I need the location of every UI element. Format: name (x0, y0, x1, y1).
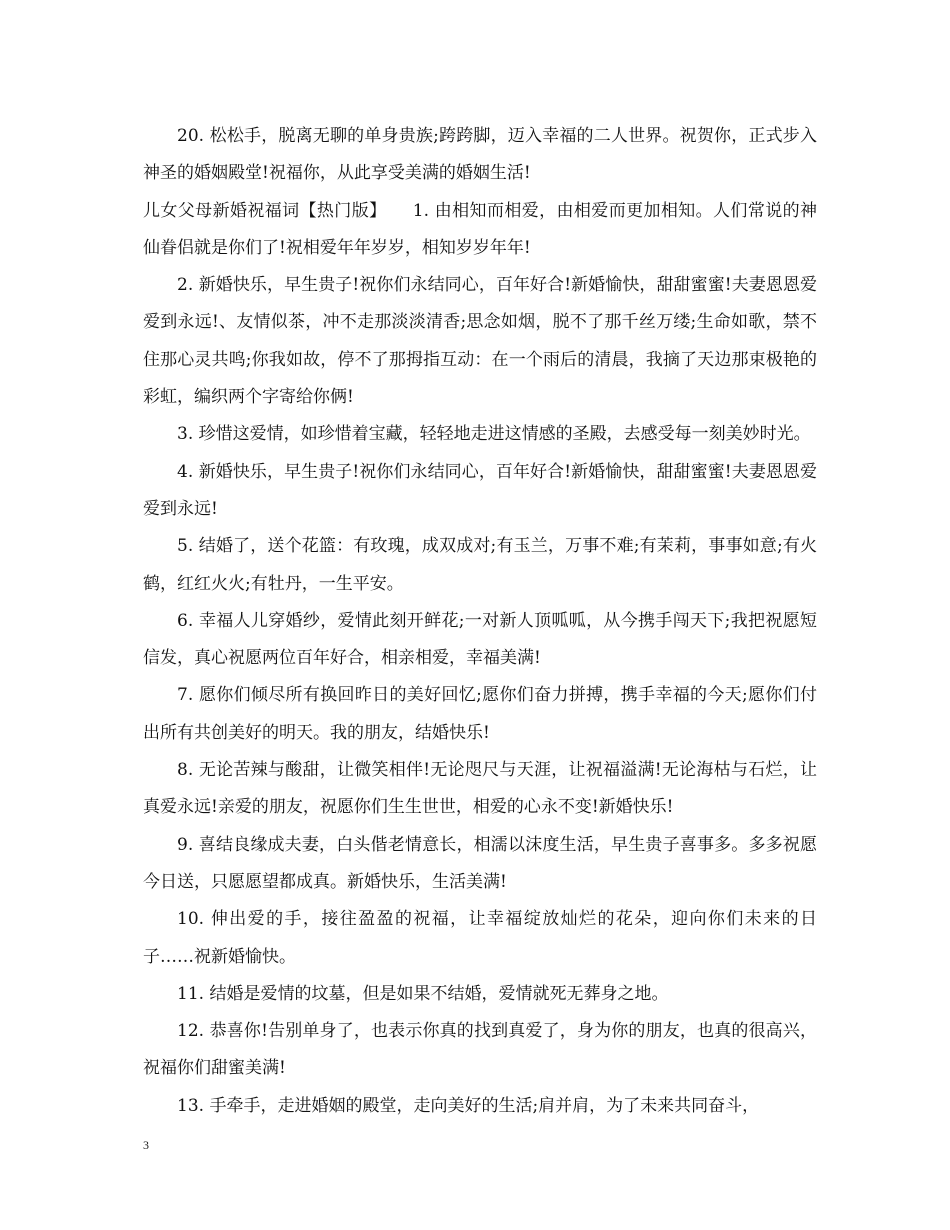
paragraph-10: 10. 伸出爱的手，接往盈盈的祝福，让幸福绽放灿烂的花朵，迎向你们未来的日子……祝新婚愉快。 (143, 909, 817, 967)
paragraph-9: 9. 喜结良缘成夫妻，白头偕老情意长，相濡以沫度生活，早生贵子喜事多。多多祝愿今日送，只愿愿望都成真。新婚快乐，生活美满! (143, 834, 817, 892)
paragraph-3: 3. 珍惜这爱情，如珍惜着宝藏，轻轻地走进这情感的圣殿，去感受每一刻美妙时光。 (177, 424, 811, 445)
page-number: 3 (143, 1138, 149, 1152)
paragraph-5: 5. 结婚了，送个花篮：有玫瑰，成双成对;有玉兰，万事不难;有茉莉，事事如意;有火鹤，红红火火;有牡丹，一生平安。 (143, 536, 817, 594)
paragraph-6: 6. 幸福人儿穿婚纱，爱情此刻开鲜花;一对新人顶呱呱，从今携手闯天下;我把祝愿短信发，真心祝愿两位百年好合，相亲相爱，幸福美满! (143, 610, 817, 669)
paragraph-13: 13. 手牵手，走进婚姻的殿堂，走向美好的生活;肩并肩，为了未来共同奋斗， (177, 1095, 760, 1116)
paragraph-2: 2. 新婚快乐，早生贵子!祝你们永结同心，百年好合!新婚愉快，甜甜蜜蜜!夫妻恩恩爱爱到永远!、友情似茶，冲不走那淡淡清香;思念如烟，脱不了那千丝万缕;生命如歌，禁不住那心灵共鸣;你我如故，停不了那拇指互动：在一个雨后的清晨，我摘了天边那束极艳的彩虹，编织两个字寄给你俩! (143, 275, 817, 408)
body-text (143, 118, 817, 1125)
paragraph-11: 11. 结婚是爱情的坟墓，但是如果不结婚，爱情就死无葬身之地。 (177, 983, 669, 1004)
paragraph-12: 12. 恭喜你!告别单身了，也表示你真的找到真爱了，身为你的朋友，也真的很高兴，祝福你们甜蜜美满! (143, 1021, 817, 1079)
paragraph-20: 20. 松松手，脱离无聊的单身贵族;跨跨脚，迈入幸福的二人世界。祝贺你，正式步入神圣的婚姻殿堂!祝福你，从此享受美满的婚姻生活! (143, 126, 817, 184)
paragraph-7: 7. 愿你们倾尽所有换回昨日的美好回忆;愿你们奋力拼搏，携手幸福的今天;愿你们付出所有共创美好的明天。我的朋友，结婚快乐! (143, 685, 817, 743)
section-heading-paragraph: 儿女父母新婚祝福词【热门版】 1. 由相知而相爱，由相爱而更加相知。人们常说的神仙眷侣就是你们了!祝相爱年年岁岁，相知岁岁年年! (143, 200, 817, 258)
paragraph-4: 4. 新婚快乐，早生贵子!祝你们永结同心，百年好合!新婚愉快，甜甜蜜蜜!夫妻恩恩爱爱到永远! (143, 461, 817, 519)
paragraph-8: 8. 无论苦辣与酸甜，让微笑相伴!无论咫尺与天涯，让祝福溢满!无论海枯与石烂，让真爱永远!亲爱的朋友，祝愿你们生生世世，相爱的心永不变!新婚快乐! (143, 760, 817, 818)
